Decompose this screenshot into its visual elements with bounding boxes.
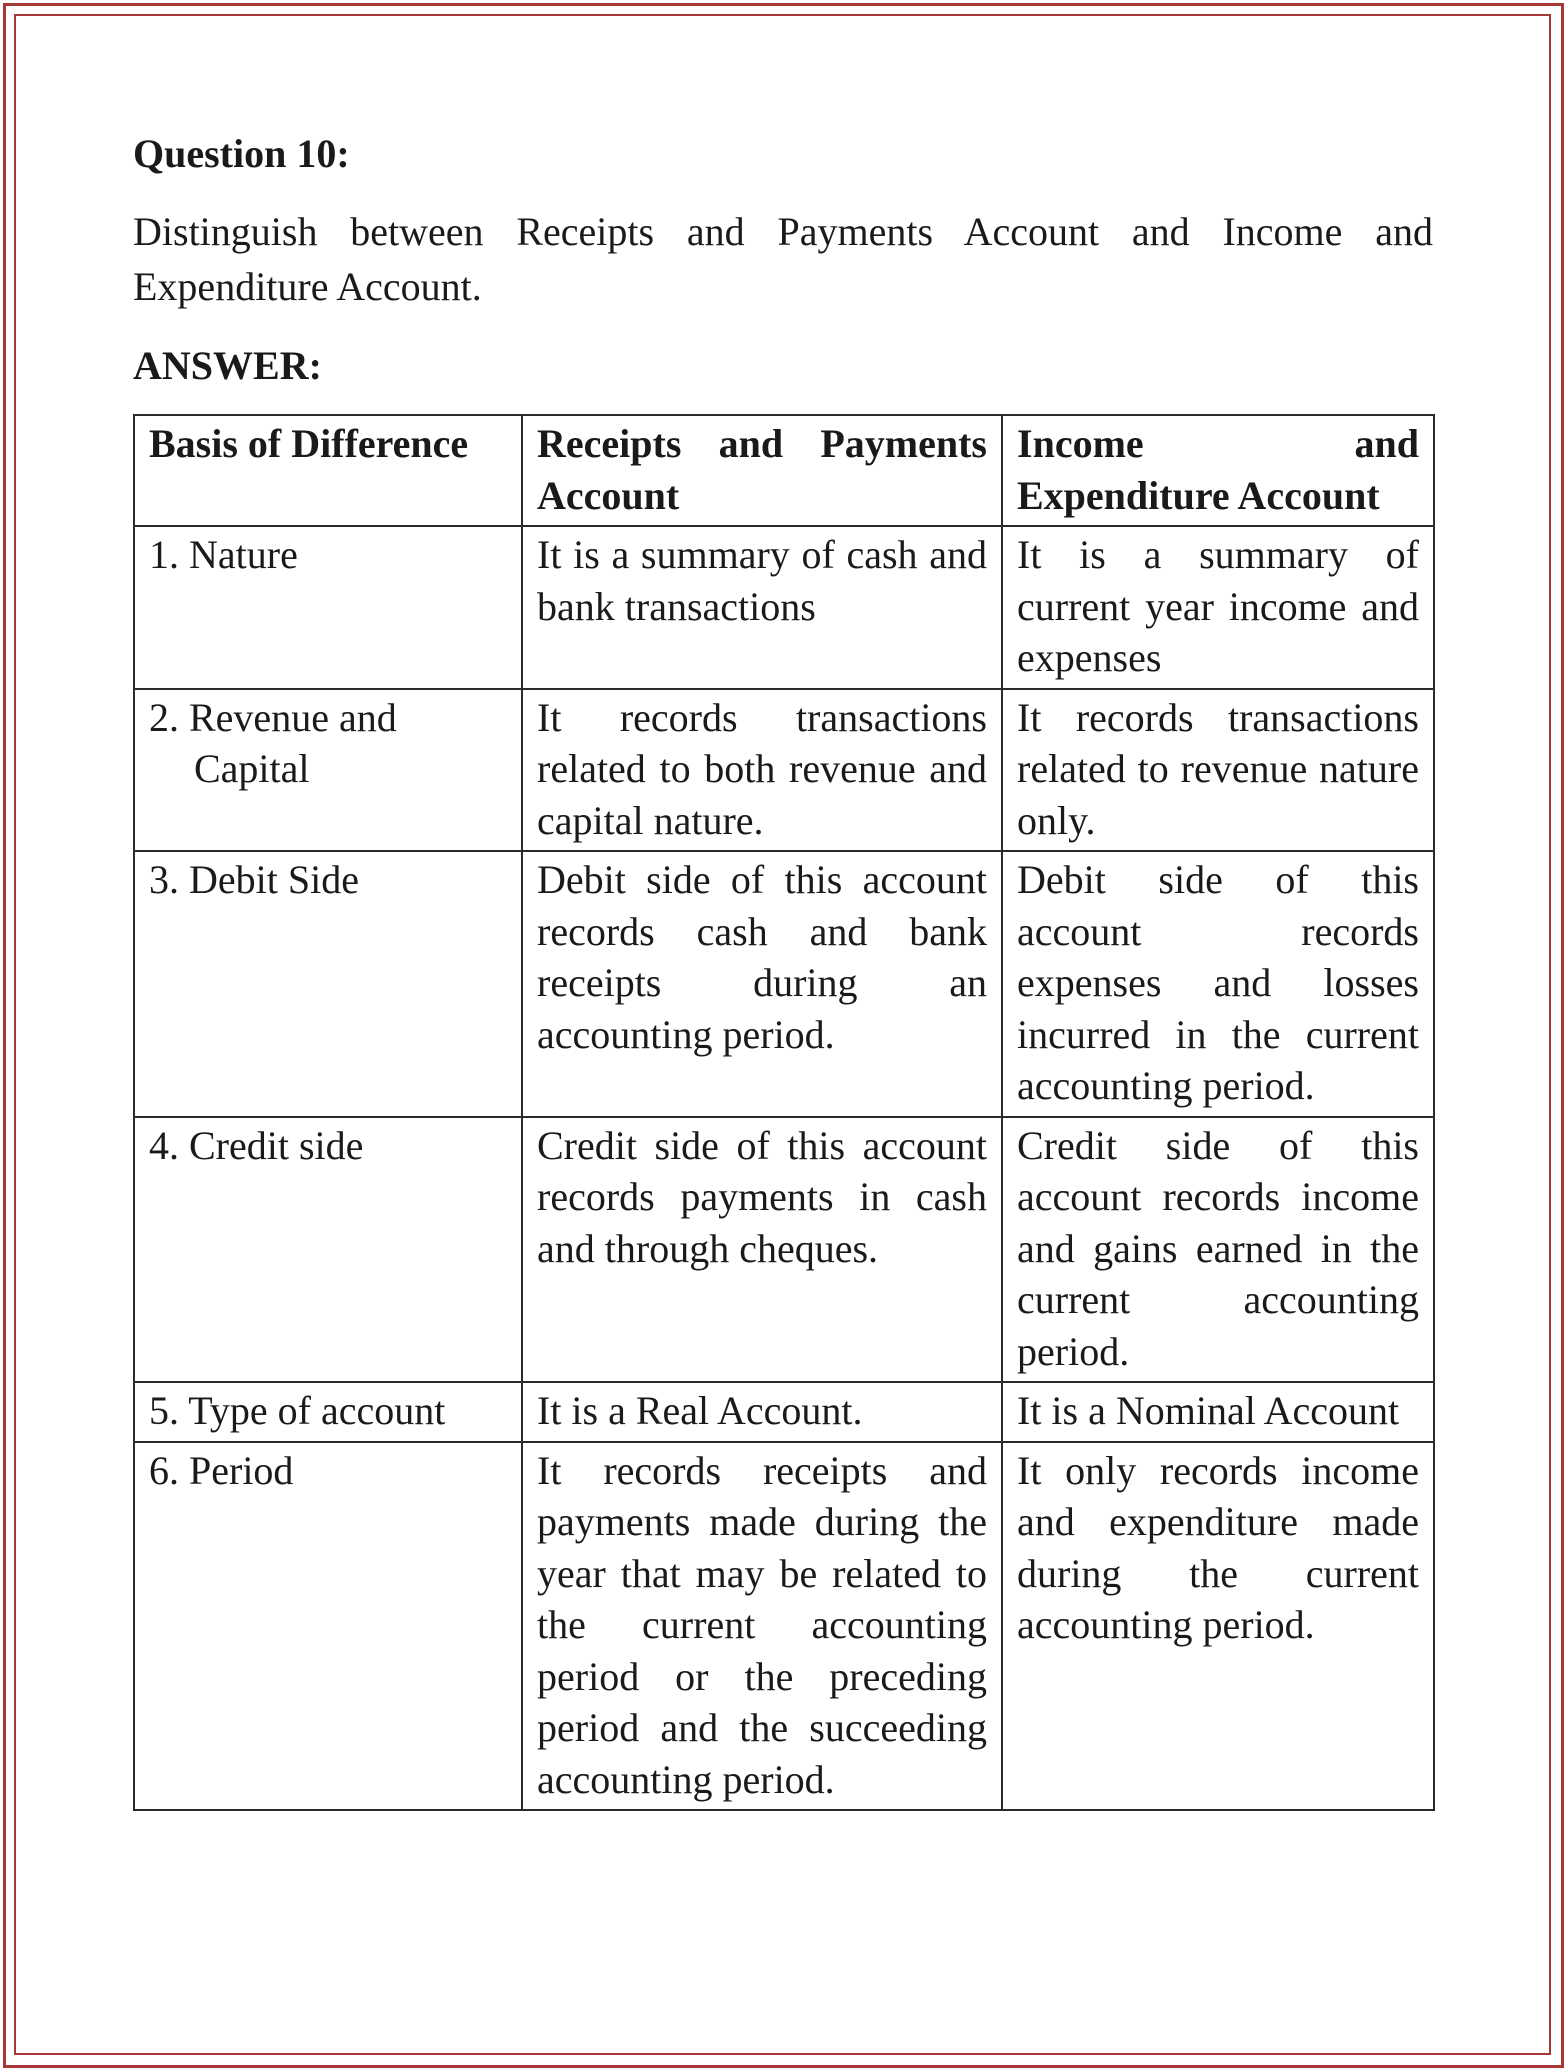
table-row [134,1382,1434,1442]
income-cell: It is a Nominal Account [1002,1382,1434,1442]
header-receipts-payments: Receipts and Payments Account [522,415,1002,526]
receipts-cell: It records transactions related to both revenue and capital nature. [522,689,1002,852]
table-header-row [134,415,1434,526]
receipts-cell: It is a summary of cash and bank transactions [522,526,1002,689]
basis-label: 1. Nature [149,532,298,577]
table-row [134,1442,1434,1811]
table-row [134,1117,1434,1383]
basis-cell [134,851,522,1117]
comparison-table [133,414,1435,1811]
basis-cell [134,689,522,852]
basis-cell [134,1382,522,1442]
basis-cell [134,1117,522,1383]
basis-label: 2. Revenue and Capital [149,694,397,791]
answer-label: ANSWER: [133,343,322,388]
basis-label: 4. Credit side [149,1122,364,1168]
basis-label: 3. Debit Side [149,857,359,902]
table-row [134,851,1434,1117]
income-cell: It is a summary of current year income and expenses [1002,526,1434,689]
basis-label: 5. Type of account [149,1388,446,1433]
income-cell: It records transactions related to revenue nature only. [1002,689,1434,852]
question-text: Distinguish between Receipts and Payments Account and Income and Expenditure Account. [133,209,1433,309]
table-row [134,526,1434,689]
document-content [133,130,1433,1811]
basis-cell [134,1442,522,1811]
basis-cell [134,526,522,689]
income-cell: It only records income and expenditure made during the current accounting period. [1002,1442,1434,1811]
question-title: Question 10: [133,131,350,176]
income-cell: Credit side of this account records income and gains earned in the current accounting period. [1002,1117,1434,1383]
receipts-cell: Debit side of this account records cash and bank receipts during an accounting period. [522,851,1002,1117]
table-row [134,689,1434,852]
receipts-cell: It is a Real Account. [522,1382,1002,1442]
receipts-cell: Credit side of this account records payments in cash and through cheques. [522,1117,1002,1383]
header-basis: Basis of Difference [134,415,522,526]
income-cell: Debit side of this account records expenses and losses incurred in the current accounting period. [1002,851,1434,1117]
basis-label: 6. Period [149,1447,294,1493]
receipts-cell: It records receipts and payments made during the year that may be related to the current accounting period or the preceding period and the succeeding accounting period. [522,1442,1002,1811]
header-income-expenditure: Income and Expenditure Account [1002,415,1434,526]
